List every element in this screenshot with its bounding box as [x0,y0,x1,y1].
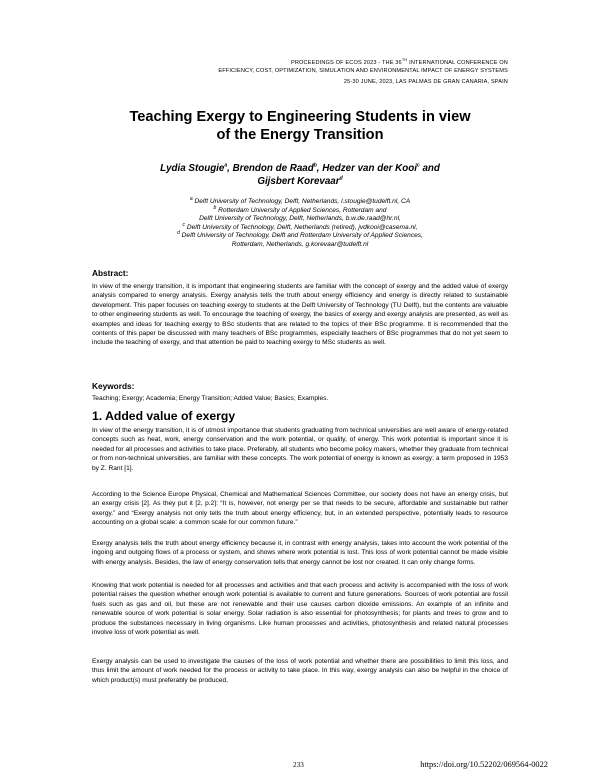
section-paragraph-1: In view of the energy transition, it is of utmost importance that students graduating from technical universities are well aware of energy-related concepts such as heat, work, energy conservation and the work potential, or quality, of energy. This work potential is important since it is needed for all processes and activities to take place. Preferably, all students who become policy makers, whether they graduate from technical or from non-technical universities, are familiar with these concepts. The work potential of energy is known as exergy; a term proposed in 1953 by Z. Rant [1]. [92,427,508,472]
proceedings-header-line3: 25-30 JUNE, 2023, LAS PALMAS DE GRAN CANARIA, SPAIN [343,79,508,85]
paper-title-line2: of the Energy Transition [216,127,384,143]
section-paragraph-3: Exergy analysis tells the truth about energy efficiency because it, in contrast with energy analysis, takes into account the work potential of the ingoing and outgoing flows of a process or system, and shows where work potential is lost. This loss of work potential cannot be made visible with energy analysis. Besides, the law of energy conservation tells that energy cannot be lost nor created. It can only change forms. [92,540,508,566]
doi-link[interactable]: https://doi.org/10.52202/069564-0022 [420,760,548,769]
affiliation-b-cont: Delft University of Technology, Delft, Netherlands, b.w.de.raad@hr.nl, [199,215,401,223]
keywords-heading: Keywords: [92,381,135,391]
keywords-text: Teaching; Exergy; Academia; Energy Transition; Added Value; Basics; Examples. [92,395,329,402]
section-paragraph-4: Knowing that work potential is needed for all processes and activities and that each process and activity is accompanied with the loss of work potential raises the question whether enough work potential is available to current and future generations. Sources of work potential are fossil fuels such as gas and oil, but these are not renewable and their use causes carbon dioxide emissions. An example of an infinite and renewable source of work potential is solar energy. Solar radiation is also essential for photosynthesis; for plants and trees to grow and to produce the substances necessary in living organisms. Like human processes and activities, photosynthesis and related natural processes involve loss of work potential as well. [92,582,508,637]
affiliation-b: $^b$ Rotterdam University of Applied Sciences, Rotterdam and [213,204,387,214]
affiliation-d: $^d$ Delft University of Technology, Delft and Rotterdam University of Applied Sciences, [177,230,423,240]
affiliation-c: $^c$ Delft University of Technology, Delft, Netherlands (retired), jvdkooi@casema.nl, [182,221,418,231]
section-heading: 1. Added value of exergy [92,409,236,423]
abstract-heading: Abstract: [92,268,129,278]
paper-title [0,108,600,144]
affiliation-d-cont: Rotterdam, Netherlands, g.korevaar@tudelft.nl [231,240,369,248]
author-list: Lydia Stougie$^a$, Brendon de Raad$^b$, Hedzer van der Kooi$^c$ and Gijsbert Korevaar$^d$ [160,162,440,187]
author-de-raad: Brendon de Raad [232,163,314,174]
abstract-text: In view of the energy transition, it is important that engineering students are familiar with the concept of exergy and the added value of exergy analysis compared to energy analysis. Exergy analysis tells the truth about energy efficiency and energy is directly related to sustainable development. This paper focuses on teaching exergy to students at the Delft University of Technology (TU Delft), but the contents are valuable to other engineering students as well. To encourage the teaching of exergy, the basics of exergy and exergy analysis are presented, as well as examples and ideas for teaching exergy to BSc students that are related to the topics of their BSc programme. It is recommended that the contents of this paper be discussed with many teachers of BSc programmes, especially teachers of BSc programmes that do not yet seem to include the teaching of exergy, and that attention be paid to teaching exergy to MSc students as well. [92,283,508,347]
section-paragraph-2: According to the Science Europe Physical, Chemical and Mathematical Sciences Committee, our society does not have an energy crisis, but an exergy crisis [2]. As they put it [2, p.2]: “It is, however, not energy per se that needs to be secure, affordable and sustainable but rather exergy.” and “Exergy analysis not only tells the truth about energy efficiency, but, in an extended perspective, potentially leads to resource accounting on a global scale: a common scale for our common future.” [92,491,508,527]
section-paragraph-5: Exergy analysis can be used to investigate the causes of the loss of work potential and whether there are possibilities to limit this loss, and thus limit the amount of work needed for the process or activity to take place. In this way, exergy analysis can also be helpful in the choice of which product(s) must preferably be produced, [92,658,508,684]
author-korevaar: Gijsbert Korevaar [257,175,340,187]
author-van-der-kooi: Hedzer van der Kooi [322,163,417,174]
author-stougie: Lydia Stougie [160,163,225,174]
paper-title-line1: Teaching Exergy to Engineering Students in view [129,109,471,125]
page-number: 233 [293,761,304,769]
proceedings-header-line1: PROCEEDINGS OF ECOS 2023 - THE 36TH INTERNATIONAL CONFERENCE ON [290,57,508,66]
affiliations [0,195,600,250]
proceedings-header-line2: EFFICIENCY, COST, OPTIMIZATION, SIMULATION AND ENVIRONMENTAL IMPACT OF ENERGY SYSTEMS [218,68,508,74]
affiliation-a: $^a$ Delft University of Technology, Delft, Netherlands, l.stougie@tudelft.nl, CA [189,195,411,205]
